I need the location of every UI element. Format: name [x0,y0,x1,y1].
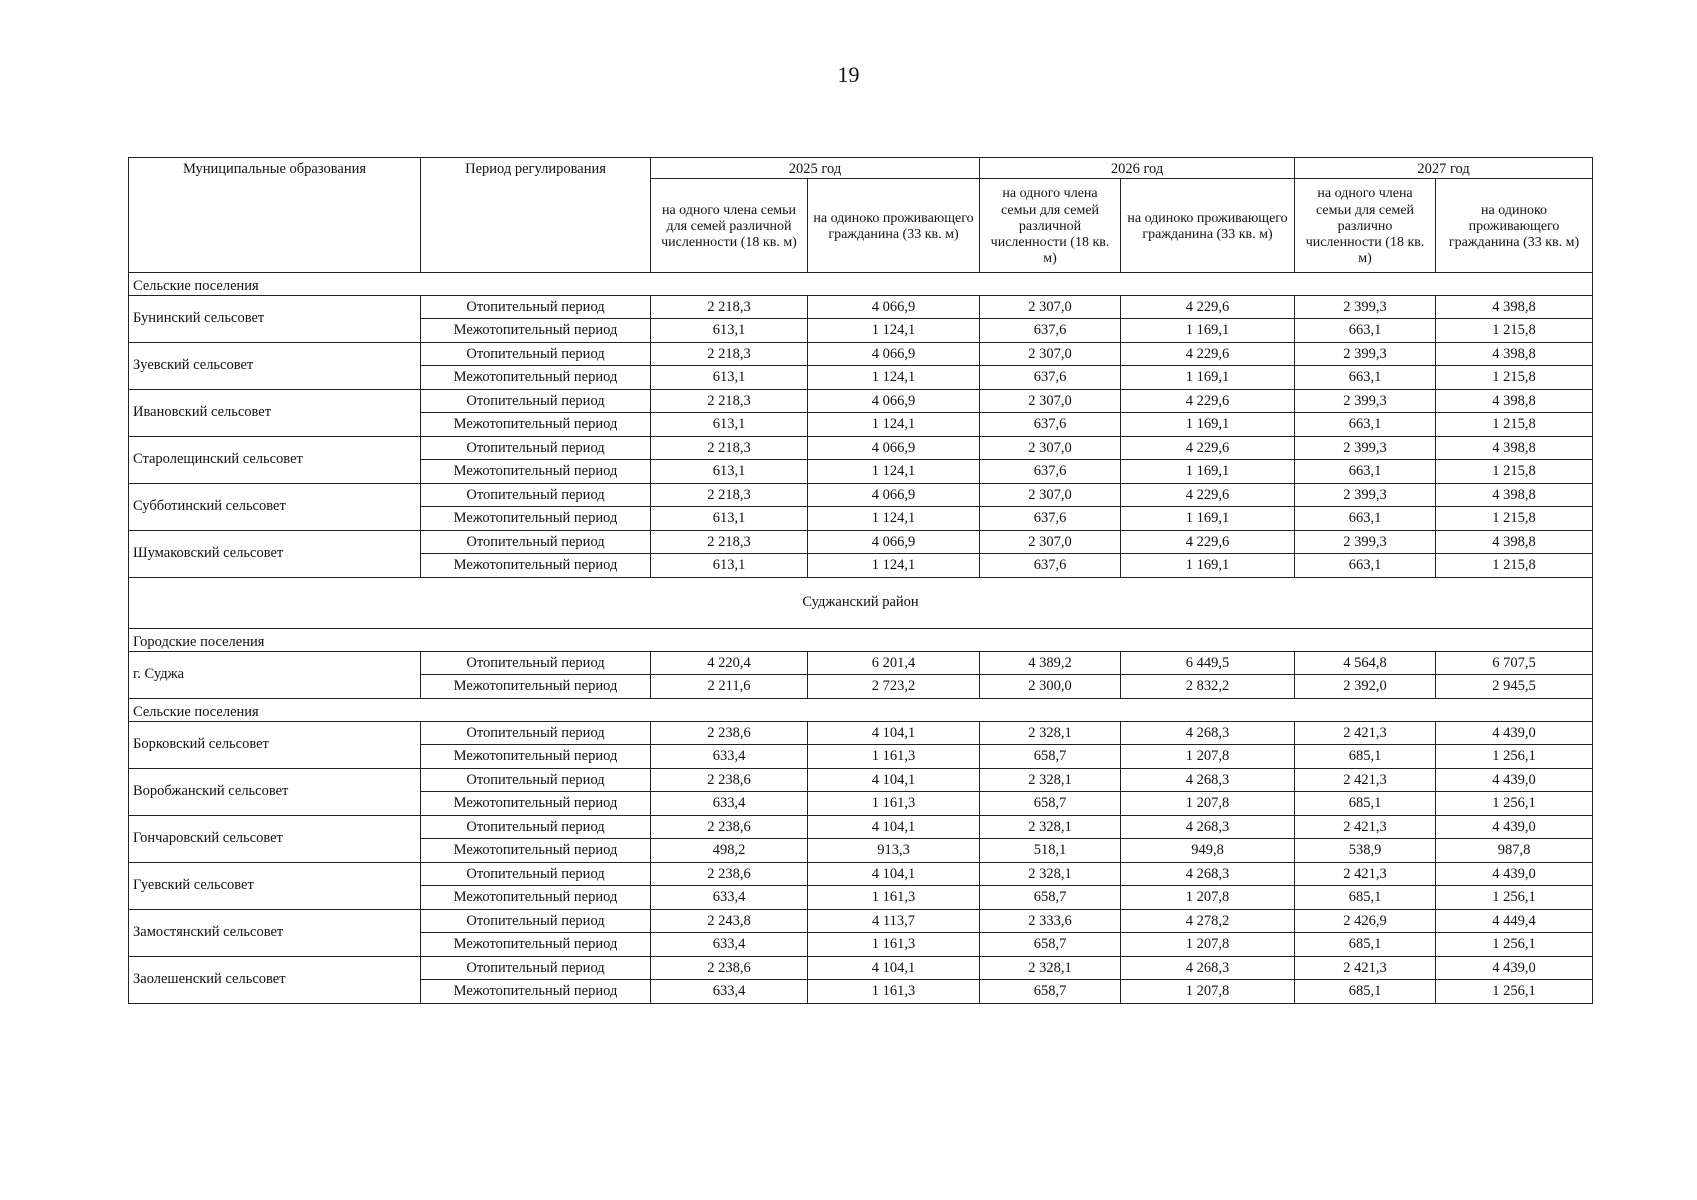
tariff-value: 4 398,8 [1436,483,1593,507]
period-heating: Отопительный период [421,483,651,507]
tariff-value: 4 104,1 [808,862,980,886]
tariff-value: 1 207,8 [1121,933,1295,957]
period-nonheating: Межотопительный период [421,745,651,769]
tariff-value: 637,6 [980,554,1121,578]
tariff-value: 2 399,3 [1295,530,1436,554]
tariff-value: 4 398,8 [1436,295,1593,319]
period-heating: Отопительный период [421,342,651,366]
header-period: Период регулирования [421,158,651,273]
tariff-value: 2 328,1 [980,768,1121,792]
tariff-value: 663,1 [1295,319,1436,343]
tariff-value: 685,1 [1295,745,1436,769]
page-number: 19 [837,62,860,87]
tariff-value: 1 215,8 [1436,366,1593,390]
municipality-name: Бунинский сельсовет [129,295,421,342]
tariff-value: 2 218,3 [651,483,808,507]
tariff-value: 658,7 [980,980,1121,1004]
tariff-value: 4 439,0 [1436,721,1593,745]
header-sub-single-2025: на одиноко проживающего гражданина (33 кв. м) [808,178,980,272]
header-sub-per-member-2026: на одного члена семьи для семей различной численности (18 кв. м) [980,178,1121,272]
tariff-value: 633,4 [651,933,808,957]
tariff-value: 4 268,3 [1121,815,1295,839]
tariff-value: 663,1 [1295,507,1436,531]
tariff-value: 4 066,9 [808,483,980,507]
tariff-value: 6 449,5 [1121,651,1295,675]
tariff-value: 637,6 [980,507,1121,531]
tariff-value: 2 307,0 [980,295,1121,319]
table-row [129,768,1593,792]
table-row [129,909,1593,933]
tariff-value: 2 307,0 [980,389,1121,413]
municipality-name: Борковский сельсовет [129,721,421,768]
tariff-value: 4 066,9 [808,530,980,554]
tariff-value: 1 124,1 [808,366,980,390]
tariff-value: 2 328,1 [980,815,1121,839]
table-row [129,721,1593,745]
tariff-value: 4 398,8 [1436,342,1593,366]
tariff-value: 2 333,6 [980,909,1121,933]
tariff-value: 4 268,3 [1121,862,1295,886]
tariff-value: 2 238,6 [651,768,808,792]
tariff-value: 2 218,3 [651,436,808,460]
municipality-name: Ивановский сельсовет [129,389,421,436]
tariff-value: 4 268,3 [1121,721,1295,745]
tariff-value: 1 169,1 [1121,366,1295,390]
tariff-table [128,157,1593,1004]
tariff-value: 613,1 [651,507,808,531]
tariff-value: 2 307,0 [980,530,1121,554]
tariff-value: 4 113,7 [808,909,980,933]
tariff-value: 1 161,3 [808,745,980,769]
tariff-value: 1 161,3 [808,792,980,816]
period-heating: Отопительный период [421,436,651,460]
tariff-value: 4 229,6 [1121,436,1295,460]
tariff-value: 4 220,4 [651,651,808,675]
tariff-value: 1 124,1 [808,319,980,343]
municipality-name: Зуевский сельсовет [129,342,421,389]
tariff-value: 2 399,3 [1295,483,1436,507]
tariff-value: 1 215,8 [1436,319,1593,343]
tariff-value: 1 169,1 [1121,319,1295,343]
section-heading: Сельские поселения [129,272,1593,295]
header-sub-single-2027: на одиноко проживающего гражданина (33 кв. м) [1436,178,1593,272]
tariff-value: 1 207,8 [1121,980,1295,1004]
tariff-value: 2 421,3 [1295,956,1436,980]
table-row [129,815,1593,839]
tariff-value: 4 439,0 [1436,956,1593,980]
tariff-value: 2 945,5 [1436,675,1593,699]
tariff-value: 518,1 [980,839,1121,863]
tariff-value: 4 066,9 [808,389,980,413]
tariff-value: 4 268,3 [1121,956,1295,980]
header-year-2026: 2026 год [980,158,1295,179]
tariff-value: 613,1 [651,366,808,390]
tariff-value: 4 104,1 [808,721,980,745]
table-row [129,483,1593,507]
tariff-value: 658,7 [980,933,1121,957]
tariff-value: 2 832,2 [1121,675,1295,699]
header-municipality: Муниципальные образования [129,158,421,273]
header-year-2027: 2027 год [1295,158,1593,179]
tariff-value: 2 399,3 [1295,295,1436,319]
tariff-value: 6 201,4 [808,651,980,675]
tariff-value: 613,1 [651,319,808,343]
header-sub-per-member-2027: на одного члена семьи для семей различно численности (18 кв. м) [1295,178,1436,272]
tariff-value: 1 169,1 [1121,554,1295,578]
tariff-value: 685,1 [1295,792,1436,816]
tariff-value: 2 307,0 [980,436,1121,460]
tariff-value: 2 218,3 [651,389,808,413]
tariff-value: 1 256,1 [1436,792,1593,816]
tariff-value: 2 238,6 [651,956,808,980]
municipality-name: Замостянский сельсовет [129,909,421,956]
table-row [129,956,1593,980]
tariff-value: 685,1 [1295,980,1436,1004]
tariff-value: 2 328,1 [980,956,1121,980]
tariff-value: 1 215,8 [1436,507,1593,531]
tariff-value: 4 066,9 [808,436,980,460]
table-row [129,342,1593,366]
section-row [129,628,1593,651]
municipality-name: Шумаковский сельсовет [129,530,421,577]
municipality-name: Заолешенский сельсовет [129,956,421,1003]
section-row [129,577,1593,628]
tariff-value: 4 398,8 [1436,389,1593,413]
period-heating: Отопительный период [421,768,651,792]
tariff-value: 2 421,3 [1295,721,1436,745]
tariff-value: 2 426,9 [1295,909,1436,933]
period-nonheating: Межотопительный период [421,507,651,531]
tariff-value: 1 256,1 [1436,745,1593,769]
tariff-value: 658,7 [980,745,1121,769]
tariff-value: 1 161,3 [808,886,980,910]
tariff-value: 1 256,1 [1436,886,1593,910]
tariff-value: 1 215,8 [1436,460,1593,484]
section-row [129,272,1593,295]
tariff-value: 498,2 [651,839,808,863]
tariff-value: 663,1 [1295,460,1436,484]
period-nonheating: Межотопительный период [421,366,651,390]
tariff-value: 1 124,1 [808,507,980,531]
period-heating: Отопительный период [421,530,651,554]
period-nonheating: Межотопительный период [421,933,651,957]
tariff-value: 2 328,1 [980,721,1121,745]
tariff-value: 4 439,0 [1436,815,1593,839]
tariff-value: 4 389,2 [980,651,1121,675]
period-heating: Отопительный период [421,862,651,886]
section-heading: Сельские поселения [129,698,1593,721]
tariff-value: 4 066,9 [808,295,980,319]
tariff-value: 1 256,1 [1436,933,1593,957]
tariff-value: 6 707,5 [1436,651,1593,675]
tariff-value: 2 218,3 [651,342,808,366]
tariff-value: 949,8 [1121,839,1295,863]
tariff-value: 2 399,3 [1295,436,1436,460]
tariff-value: 2 399,3 [1295,389,1436,413]
tariff-value: 2 421,3 [1295,815,1436,839]
tariff-value: 637,6 [980,413,1121,437]
tariff-value: 2 238,6 [651,862,808,886]
tariff-value: 2 307,0 [980,342,1121,366]
tariff-value: 2 243,8 [651,909,808,933]
tariff-value: 613,1 [651,413,808,437]
tariff-value: 2 211,6 [651,675,808,699]
period-heating: Отопительный период [421,815,651,839]
tariff-value: 4 268,3 [1121,768,1295,792]
tariff-value: 4 449,4 [1436,909,1593,933]
period-nonheating: Межотопительный период [421,980,651,1004]
tariff-value: 4 104,1 [808,768,980,792]
tariff-value: 613,1 [651,554,808,578]
tariff-value: 663,1 [1295,413,1436,437]
header-year-2025: 2025 год [651,158,980,179]
tariff-value: 1 161,3 [808,980,980,1004]
tariff-value: 663,1 [1295,366,1436,390]
period-heating: Отопительный период [421,389,651,413]
tariff-value: 4 398,8 [1436,436,1593,460]
municipality-name: Субботинский сельсовет [129,483,421,530]
section-row [129,698,1593,721]
table-row [129,389,1593,413]
period-heating: Отопительный период [421,909,651,933]
tariff-value: 637,6 [980,319,1121,343]
tariff-value: 1 207,8 [1121,792,1295,816]
tariff-value: 4 066,9 [808,342,980,366]
tariff-value: 633,4 [651,792,808,816]
tariff-value: 1 215,8 [1436,554,1593,578]
tariff-value: 2 307,0 [980,483,1121,507]
tariff-value: 4 229,6 [1121,530,1295,554]
tariff-value: 1 169,1 [1121,460,1295,484]
tariff-value: 637,6 [980,460,1121,484]
tariff-value: 1 124,1 [808,413,980,437]
tariff-value: 1 215,8 [1436,413,1593,437]
tariff-value: 4 104,1 [808,956,980,980]
tariff-value: 913,3 [808,839,980,863]
tariff-value: 2 421,3 [1295,862,1436,886]
tariff-value: 4 564,8 [1295,651,1436,675]
tariff-value: 685,1 [1295,886,1436,910]
municipality-name: Гуевский сельсовет [129,862,421,909]
table-body [129,272,1593,1003]
tariff-value: 4 104,1 [808,815,980,839]
municipality-name: Старолещинский сельсовет [129,436,421,483]
tariff-value: 2 218,3 [651,295,808,319]
tariff-value: 663,1 [1295,554,1436,578]
table-row [129,651,1593,675]
table-header [129,158,1593,273]
tariff-value: 613,1 [651,460,808,484]
tariff-value: 633,4 [651,886,808,910]
period-nonheating: Межотопительный период [421,460,651,484]
tariff-value: 1 169,1 [1121,413,1295,437]
table-row [129,436,1593,460]
period-nonheating: Межотопительный период [421,319,651,343]
tariff-value: 2 300,0 [980,675,1121,699]
period-heating: Отопительный период [421,956,651,980]
municipality-name: г. Суджа [129,651,421,698]
tariff-value: 538,9 [1295,839,1436,863]
period-nonheating: Межотопительный период [421,839,651,863]
tariff-value: 987,8 [1436,839,1593,863]
tariff-value: 4 229,6 [1121,389,1295,413]
tariff-value: 685,1 [1295,933,1436,957]
tariff-value: 4 229,6 [1121,342,1295,366]
tariff-value: 1 207,8 [1121,745,1295,769]
tariff-value: 1 124,1 [808,554,980,578]
tariff-value: 4 439,0 [1436,768,1593,792]
section-heading: Городские поселения [129,628,1593,651]
tariff-value: 658,7 [980,792,1121,816]
tariff-value: 4 398,8 [1436,530,1593,554]
tariff-value: 2 421,3 [1295,768,1436,792]
tariff-value: 2 218,3 [651,530,808,554]
tariff-value: 4 229,6 [1121,295,1295,319]
table-row [129,862,1593,886]
municipality-name: Гончаровский сельсовет [129,815,421,862]
municipality-name: Воробжанский сельсовет [129,768,421,815]
tariff-value: 1 256,1 [1436,980,1593,1004]
tariff-value: 4 278,2 [1121,909,1295,933]
tariff-value: 2 723,2 [808,675,980,699]
period-nonheating: Межотопительный период [421,886,651,910]
tariff-value: 1 169,1 [1121,507,1295,531]
tariff-value: 2 238,6 [651,815,808,839]
table-row [129,530,1593,554]
period-heating: Отопительный период [421,721,651,745]
district-heading: Суджанский район [129,577,1593,628]
tariff-value: 2 392,0 [1295,675,1436,699]
period-heating: Отопительный период [421,295,651,319]
tariff-value: 637,6 [980,366,1121,390]
header-sub-per-member-2025: на одного члена семьи для семей различной численности (18 кв. м) [651,178,808,272]
tariff-value: 2 399,3 [1295,342,1436,366]
period-nonheating: Межотопительный период [421,675,651,699]
tariff-value: 633,4 [651,980,808,1004]
header-sub-single-2026: на одиноко проживающего гражданина (33 кв. м) [1121,178,1295,272]
tariff-value: 1 207,8 [1121,886,1295,910]
tariff-value: 4 229,6 [1121,483,1295,507]
tariff-value: 1 124,1 [808,460,980,484]
tariff-value: 1 161,3 [808,933,980,957]
tariff-value: 633,4 [651,745,808,769]
period-nonheating: Межотопительный период [421,413,651,437]
table-row [129,295,1593,319]
tariff-value: 2 238,6 [651,721,808,745]
tariff-value: 4 439,0 [1436,862,1593,886]
period-nonheating: Межотопительный период [421,792,651,816]
tariff-value: 658,7 [980,886,1121,910]
tariff-value: 2 328,1 [980,862,1121,886]
period-heating: Отопительный период [421,651,651,675]
period-nonheating: Межотопительный период [421,554,651,578]
